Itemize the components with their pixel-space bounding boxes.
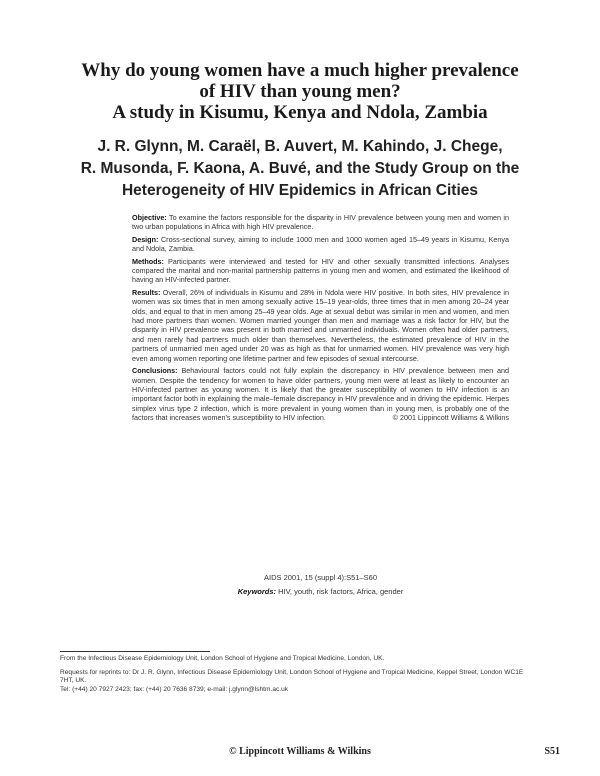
results-label: Results: xyxy=(132,287,161,297)
abstract-copyright: © 2001 Lippincott Williams & Wilkins xyxy=(392,413,509,423)
author-line: J. R. Glynn, M. Caraël, B. Auvert, M. Kahindo, J. Chege, xyxy=(97,138,503,155)
design-label: Design: xyxy=(132,234,159,244)
reprints-address: Requests for reprints to: Dr J. R. Glynn, Infectious Disease Epidemiology Unit, London School of Hygiene and Tropical Medicine, Keppel Street, London WC1E 7HT, UK. xyxy=(60,669,524,685)
publisher-footer: © Lippincott Williams & Wilkins xyxy=(229,746,371,757)
affiliation-footnote: From the Infectious Disease Epidemiology Unit, London School of Hygiene and Tropical Medicine, London, UK. xyxy=(60,655,385,662)
design-text: Cross-sectional survey, aiming to include 1000 men and 1000 women aged 15–49 years in Kisumu, Kenya and Ndola, Zambia. xyxy=(132,234,509,254)
conclusions-text: Behavioural factors could not fully explain the discrepancy in HIV prevalence between men and women. Despite the tendency for women to have older partners, young men were at least as likely to encounter an HIV-infected partner as young women. It is likely that the greater susceptibility of women to HIV infection is an important factor both in explaining the male–female discrepancy in HIV prevalence and in driving the epidemic. Herpes simplex virus type 2 infection, which is more prevalent in young women than in young men, is probably one of the factors that increases women's susceptibility to HIV infection. xyxy=(132,366,509,423)
abstract-design xyxy=(132,235,509,254)
article-title xyxy=(40,60,560,123)
objective-label: Objective: xyxy=(132,213,167,222)
keywords xyxy=(132,587,509,596)
reprints-footnote xyxy=(60,669,530,694)
keywords-label: Keywords: xyxy=(237,587,277,596)
results-text: Overall, 26% of individuals in Kisumu and 28% in Ndola were HIV positive. In both sites, HIV prevalence in women was six times that in men among sexually active 15–19 year-olds, three times that in men among 20–24 year olds, and equal to that in men among 25–49 year olds. Age at sexual debut was similar in men and women, and men had more partners than women. Women married younger than men and marriage was a risk factor for HIV, but the disparity in HIV prevalence was present in both married and unmarried individuals. Women often had older partners, and men rarely had partners much older than themselves. Nevertheless, the estimated prevalence of HIV in the partners of unmarried men aged under 20 was as high as that for unmarried women. HIV prevalence was very high even among women reporting one lifetime partner and few episodes of sexual intercourse. xyxy=(132,287,509,363)
author-line: Heterogeneity of HIV Epidemics in African Cities xyxy=(121,182,478,199)
abstract xyxy=(132,213,509,426)
author-line: R. Musonda, F. Kaona, A. Buvé, and the Study Group on the xyxy=(80,160,520,177)
journal-citation: AIDS 2001, 15 (suppl 4):S51–S60 xyxy=(264,573,377,582)
abstract-results xyxy=(132,288,509,363)
abstract-objective xyxy=(132,213,509,232)
keywords-text: HIV, youth, risk factors, Africa, gender xyxy=(276,587,404,596)
title-line: A study in Kisumu, Kenya and Ndola, Zambia xyxy=(112,102,488,123)
title-line: Why do young women have a much higher prevalence xyxy=(81,60,519,81)
page-number: S51 xyxy=(544,746,560,757)
abstract-methods xyxy=(132,257,509,285)
author-list xyxy=(40,136,560,202)
footnote-divider xyxy=(60,651,210,652)
abstract-conclusions xyxy=(132,366,509,422)
reprints-contact: Tel: (+44) 20 7927 2423; fax: (+44) 20 7636 8739; e-mail: j.glynn@lshtm.ac.uk xyxy=(60,685,289,693)
methods-text: Participants were interviewed and tested for HIV and other sexually transmitted infections. Analyses compared the marital and non-marital partnership patterns in young men and women, and estimated the likelihood of having an HIV-infected partner. xyxy=(132,256,509,285)
title-line: of HIV than young men? xyxy=(199,81,401,102)
methods-label: Methods: xyxy=(132,256,164,266)
objective-text: To examine the factors responsible for the disparity in HIV prevalence between young men and women in two urban populations in Africa with high HIV prevalence. xyxy=(132,213,509,232)
conclusions-label: Conclusions: xyxy=(132,366,178,376)
